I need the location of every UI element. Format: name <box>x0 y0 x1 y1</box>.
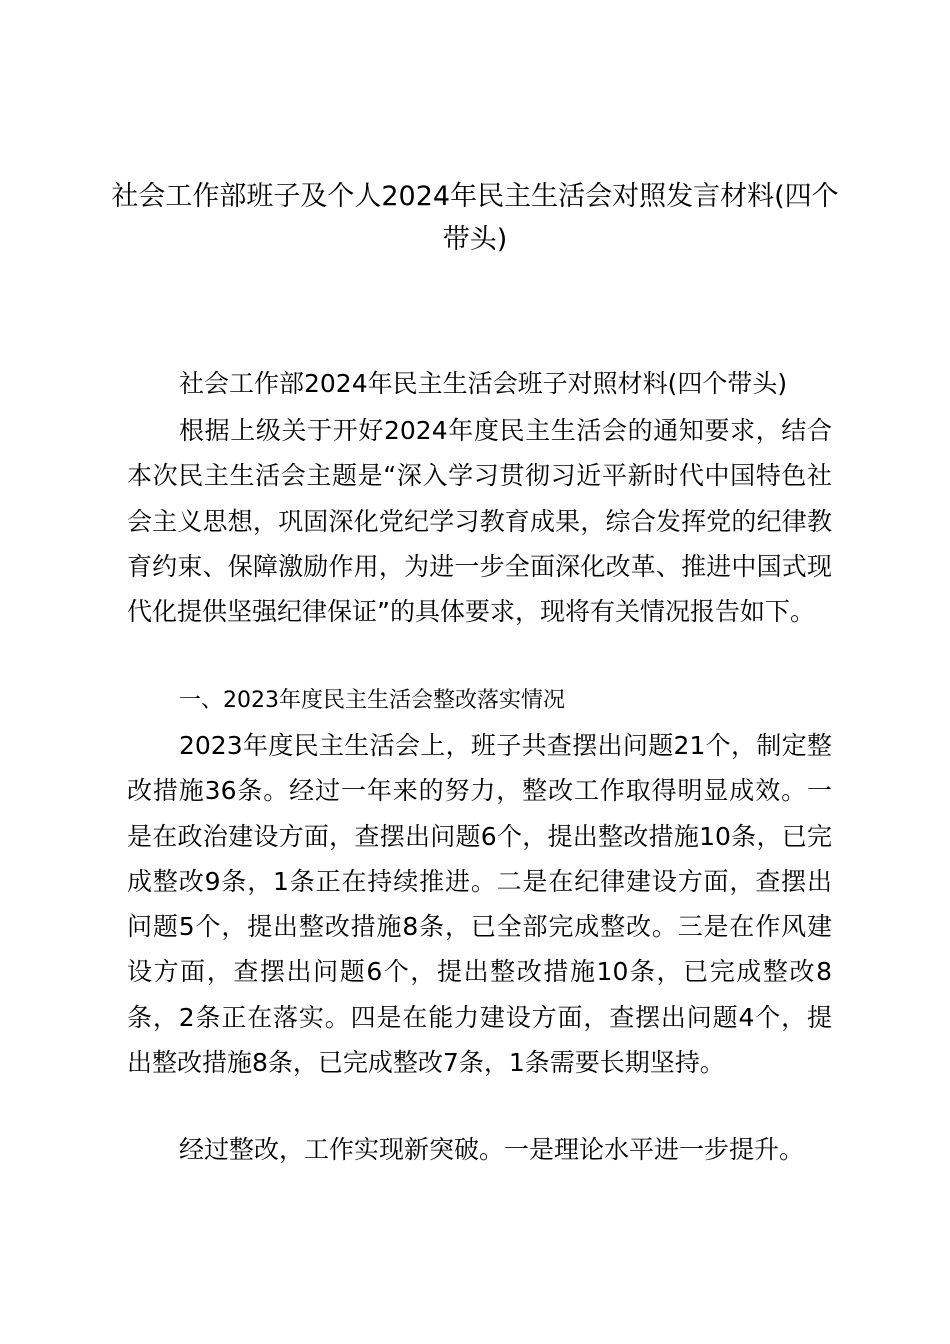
section-heading: 一、2023年度民主生活会整改落实情况 <box>179 688 565 713</box>
document-title: 社会工作部班子及个人2024年民主生活会对照发言材料(四个带头) <box>111 181 839 255</box>
paragraph-intro: 根据上级关于开好2024年度民主生活会的通知要求，结合本次民主生活会主题是“深入学习贯彻习近平新时代中国特色社会主义思想，巩固深化党纪学习教育成果，综合发挥党的纪律教育约束、保障激励作用，为进一步全面深化改革、推进中国式现代化提供坚强纪律保证”的具体要求，现将有关情况报告如下。 <box>127 416 832 627</box>
paragraph-subtitle: 社会工作部2024年民主生活会班子对照材料(四个带头) <box>179 369 788 398</box>
paragraph-outcomes: 经过整改，工作实现新突破。一是理论水平进一步提升。 <box>179 1135 805 1164</box>
paragraph-rectification: 2023年度民主生活会上，班子共查摆出问题21个，制定整改措施36条。经过一年来的努力，整改工作取得明显成效。一是在政治建设方面，查摆出问题6个，提出整改措施10条，已完成整改9条，1条正在持续推进。二是在纪律建设方面，查摆出问题5个，提出整改措施8条，已全部完成整改。三是在作风建设方面，查摆出问题6个，提出整改措施10条，已完成整改8条，2条正在落实。四是在能力建设方面，查摆出问题4个，提出整改措施8条，已完成整改7条，1条需要长期坚持。 <box>127 731 832 1078</box>
